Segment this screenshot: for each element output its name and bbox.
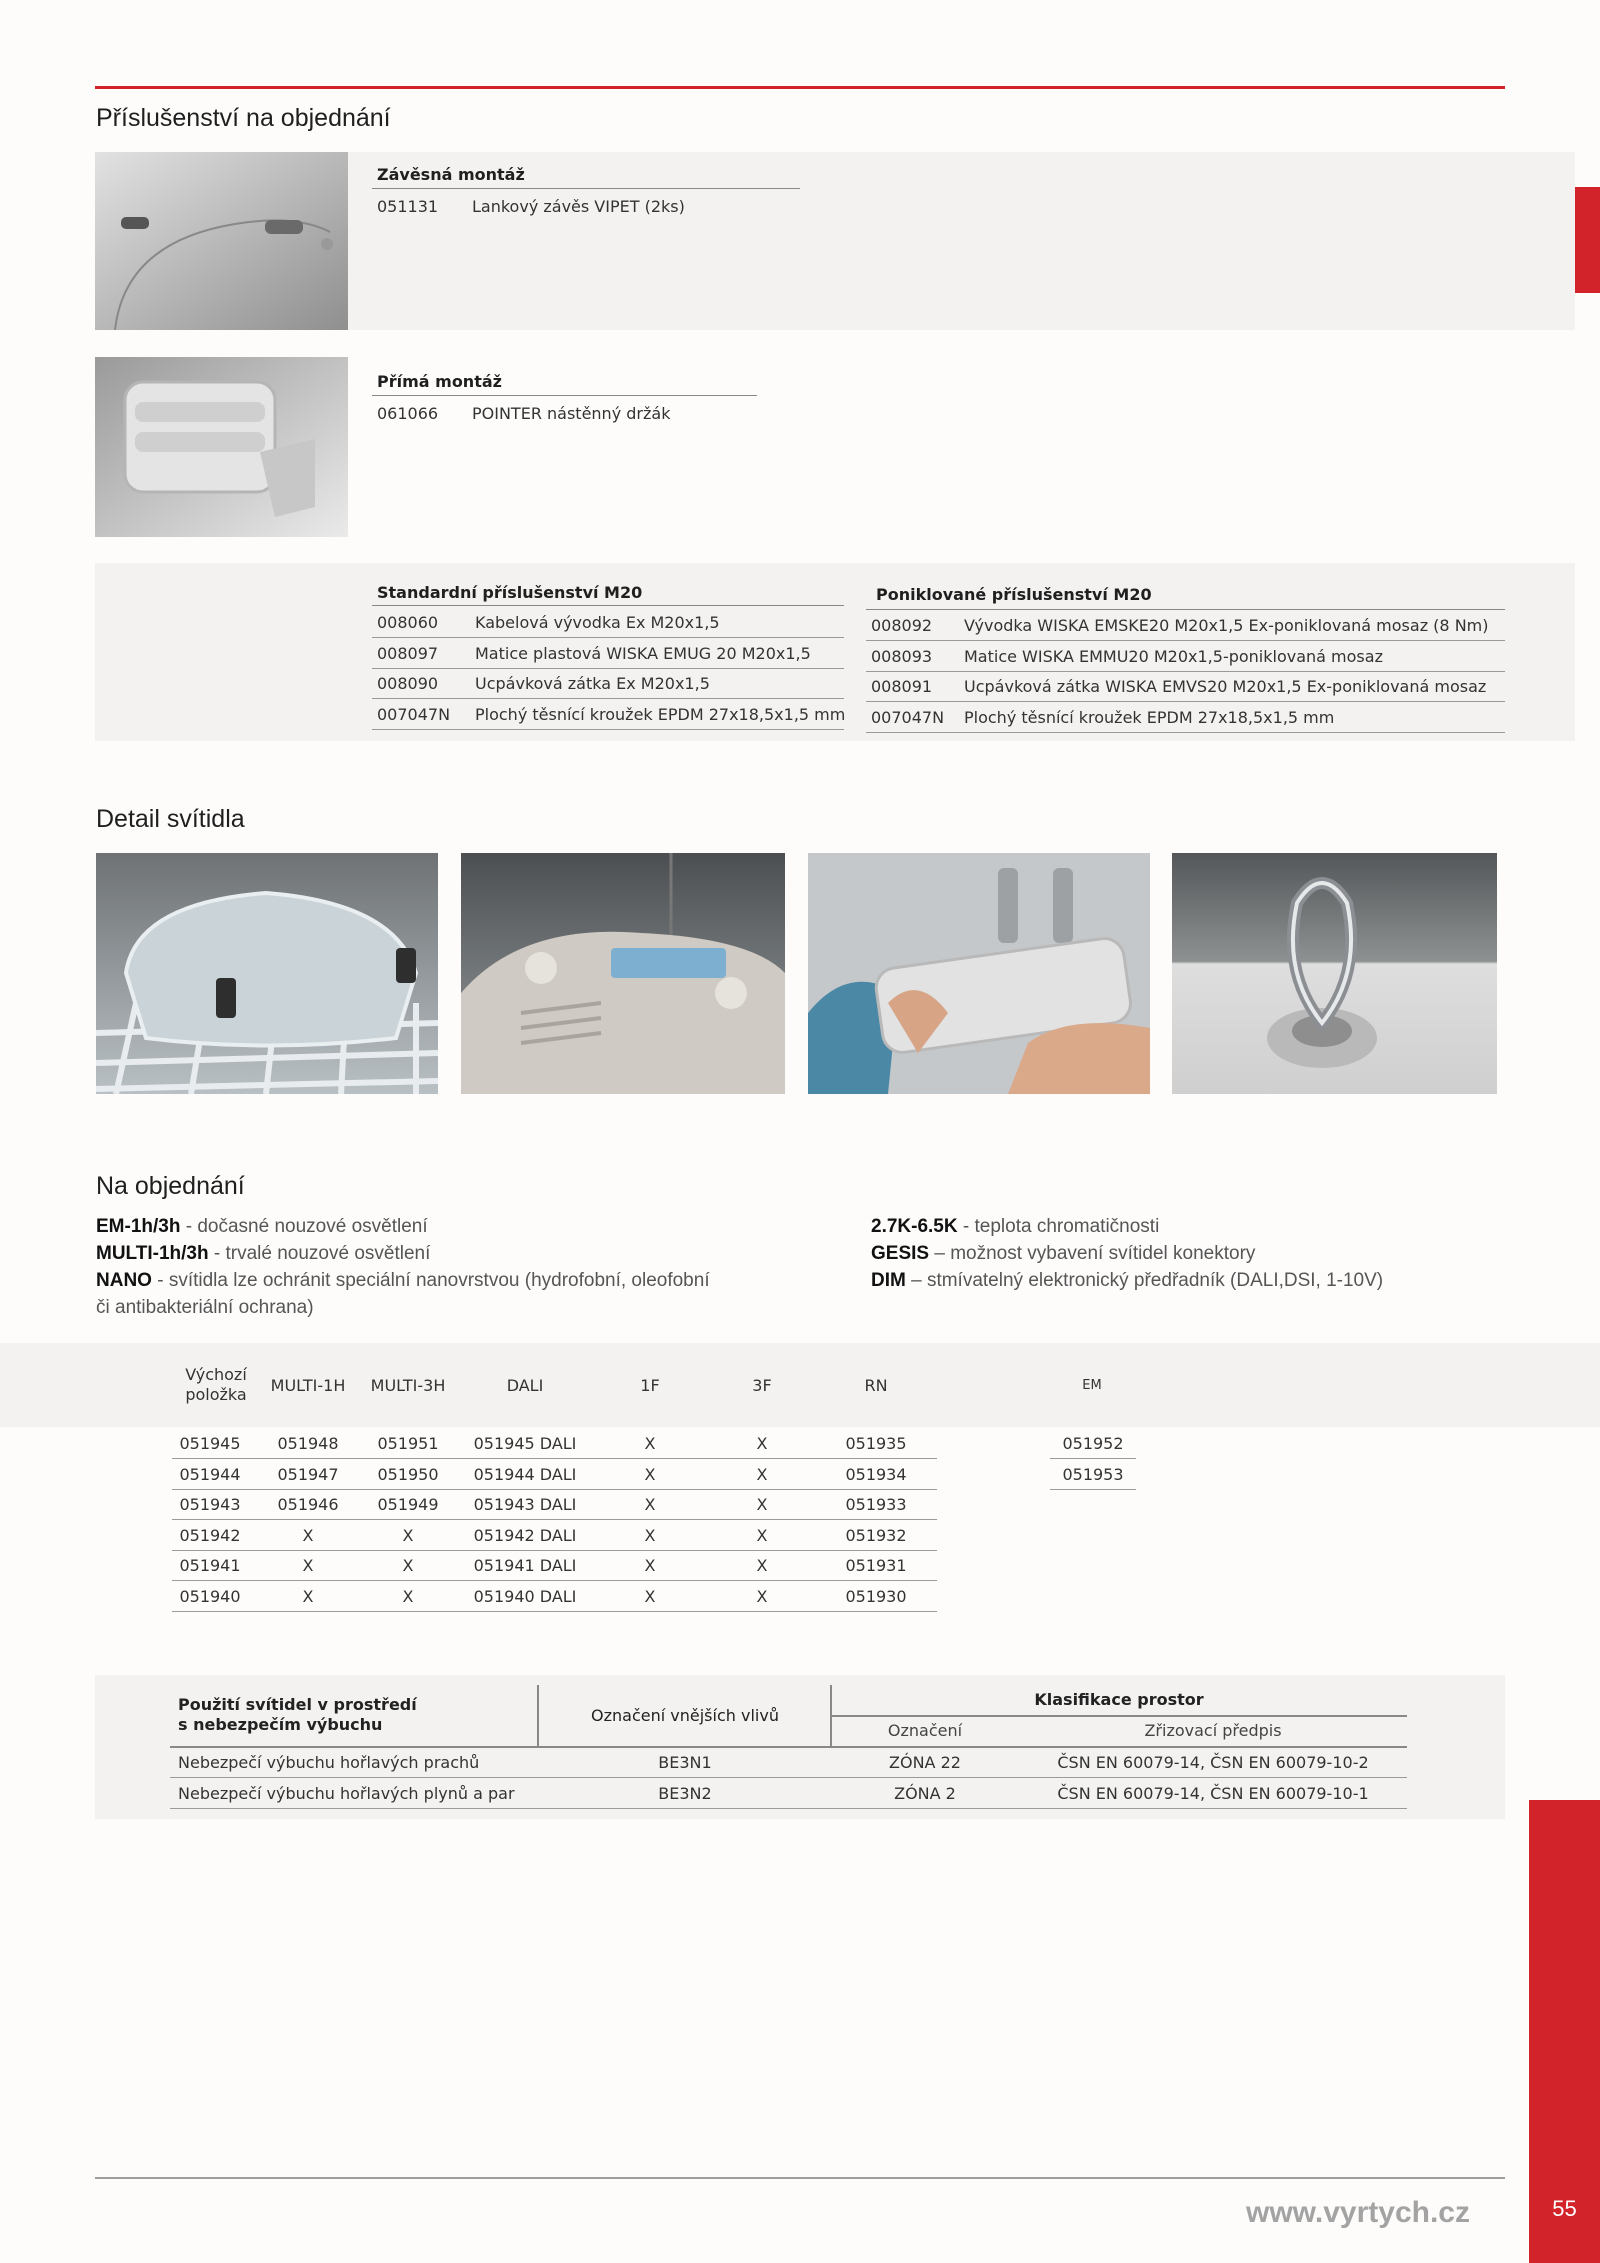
suspension-title: Závěsná montáž xyxy=(377,165,525,184)
section-title-order: Na objednání xyxy=(96,1172,245,1200)
order-cell: 051940 DALI xyxy=(473,1586,577,1606)
standard-name: Ucpávková zátka Ex M20x1,5 xyxy=(475,674,710,693)
detail-photo-3 xyxy=(808,853,1150,1094)
env-col1-title-line1: Použití svítidel v prostředí xyxy=(178,1695,417,1714)
nickel-name: Ucpávková zátka WISKA EMVS20 M20x1,5 Ex-poniklovaná mosaz xyxy=(964,677,1487,696)
nickel-code: 008091 xyxy=(871,677,933,696)
standard-code: 008090 xyxy=(377,674,439,693)
direct-rule xyxy=(372,395,757,396)
suspension-name: Lankový závěs VIPET (2ks) xyxy=(472,197,685,216)
header-dali: DALI xyxy=(506,1376,544,1395)
standard-name: Matice plastová WISKA EMUG 20 M20x1,5 xyxy=(475,643,811,663)
nickel-name: Plochý těsnící kroužek EPDM 27x18,5x1,5 mm xyxy=(964,707,1335,727)
env-cell: ZÓNA 22 xyxy=(889,1753,961,1772)
direct-title: Přímá montáž xyxy=(377,372,502,391)
options-right xyxy=(871,1213,1491,1294)
top-rule xyxy=(95,86,1505,89)
env-cell: ČSN EN 60079-14, ČSN EN 60079-10-2 xyxy=(1057,1753,1369,1772)
em-cell: 051953 xyxy=(1062,1464,1124,1484)
order-cell: 051947 xyxy=(277,1464,339,1484)
direct-name: POINTER nástěnný držák xyxy=(472,404,671,423)
order-cell: 051933 xyxy=(845,1495,907,1514)
suspension-photo xyxy=(95,152,348,330)
order-cell: X xyxy=(756,1556,768,1575)
header-3f: 3F xyxy=(752,1376,772,1395)
env-cell: ZÓNA 2 xyxy=(894,1783,956,1803)
option-multi: MULTI-1h/3h - trvalé nouzové osvětlení xyxy=(96,1243,431,1264)
nickel-name: Vývodka WISKA EMSKE20 M20x1,5 Ex-poniklovaná mosaz (8 Nm) xyxy=(964,616,1489,635)
nickel-code: 007047N xyxy=(871,707,945,727)
env-cell: BE3N1 xyxy=(658,1753,712,1772)
bottom-rule xyxy=(95,2177,1505,2179)
order-cell: 051942 xyxy=(179,1525,241,1545)
standard-name: Plochý těsnící kroužek EPDM 27x18,5x1,5 mm xyxy=(475,704,846,724)
detail-photo-2 xyxy=(461,853,785,1094)
order-cell: X xyxy=(644,1495,656,1514)
order-cell: 051931 xyxy=(845,1556,907,1575)
standard-code: 008097 xyxy=(377,643,439,663)
header-default-item: Výchozí položka xyxy=(185,1365,247,1404)
nickel-name: Matice WISKA EMMU20 M20x1,5-poniklovaná mosaz xyxy=(964,646,1383,666)
header-em: EM xyxy=(1082,1378,1102,1393)
detail-photo-1 xyxy=(96,853,438,1094)
detail-photo-4 xyxy=(1172,853,1497,1094)
order-cell: 051934 xyxy=(845,1464,907,1484)
side-tab-bottom xyxy=(1529,1800,1600,2263)
direct-code: 061066 xyxy=(377,404,439,423)
order-cell: X xyxy=(402,1525,414,1545)
env-sub-designation: Označení xyxy=(887,1721,963,1740)
nickel-title: Poniklované příslušenství M20 xyxy=(876,585,1152,604)
order-cell: X xyxy=(402,1556,414,1575)
header-multi-3h: MULTI-3H xyxy=(370,1376,446,1395)
env-group-title: Klasifikace prostor xyxy=(1034,1690,1204,1709)
order-cell: 051951 xyxy=(377,1434,439,1453)
order-cell: X xyxy=(756,1586,768,1606)
order-cell: X xyxy=(302,1586,314,1606)
order-cell: X xyxy=(644,1464,656,1484)
order-cell: 051945 xyxy=(179,1434,241,1453)
order-cell: 051948 xyxy=(277,1434,339,1453)
order-cell: X xyxy=(756,1434,768,1453)
order-cell: 051950 xyxy=(377,1464,439,1484)
em-cell: 051952 xyxy=(1062,1434,1124,1453)
order-cell: 051949 xyxy=(377,1495,439,1514)
option-dim: DIM – stmívatelný elektronický předřadník (DALI,DSI, 1-10V) xyxy=(871,1270,1384,1291)
standard-rule xyxy=(372,605,844,606)
option-nano: NANO - svítidla lze ochránit speciální nanovrstvou (hydrofobní, oleofobní či antibakteriální ochrana) xyxy=(96,1270,710,1318)
option-gesis: GESIS – možnost vybavení svítidel konektory xyxy=(871,1243,1256,1264)
order-cell: 051943 xyxy=(179,1495,241,1514)
header-rn: RN xyxy=(864,1376,888,1395)
nickel-code: 008092 xyxy=(871,616,933,635)
section-title-accessories: Příslušenství na objednání xyxy=(96,104,391,132)
env-col2-title: Označení vnějších vlivů xyxy=(591,1706,779,1725)
page-number: 55 xyxy=(1552,2196,1577,2221)
standard-name: Kabelová vývodka Ex M20x1,5 xyxy=(475,613,720,632)
header-multi-1h: MULTI-1H xyxy=(270,1376,346,1395)
website-link[interactable]: www.vyrtych.cz xyxy=(1246,2196,1470,2229)
order-cell: 051946 xyxy=(277,1495,339,1514)
order-cell: 051941 DALI xyxy=(473,1556,577,1575)
order-cell: X xyxy=(756,1464,768,1484)
order-cell: X xyxy=(644,1556,656,1575)
suspension-rule xyxy=(372,188,800,189)
standard-title: Standardní příslušenství M20 xyxy=(377,583,643,602)
order-cell: 051930 xyxy=(845,1586,907,1606)
direct-mount-photo xyxy=(95,357,348,537)
env-col1-title-line2: s nebezpečím výbuchu xyxy=(178,1715,383,1734)
env-col1-title xyxy=(178,1695,417,1735)
order-cell: 051935 xyxy=(845,1434,907,1453)
order-cell: X xyxy=(644,1434,656,1453)
order-cell: X xyxy=(756,1495,768,1514)
option-cct: 2.7K-6.5K - teplota chromatičnosti xyxy=(871,1216,1160,1237)
order-cell: 051944 DALI xyxy=(473,1464,577,1484)
order-cell: X xyxy=(302,1525,314,1545)
order-cell: X xyxy=(756,1525,768,1545)
env-group-rule xyxy=(832,1715,1407,1717)
order-cell: 051932 xyxy=(845,1525,907,1545)
standard-code: 007047N xyxy=(377,704,451,724)
nickel-code: 008093 xyxy=(871,646,933,666)
option-em: EM-1h/3h - dočasné nouzové osvětlení xyxy=(96,1216,428,1237)
order-cell: 051943 DALI xyxy=(473,1495,577,1514)
header-1f: 1F xyxy=(640,1376,660,1395)
env-cell: ČSN EN 60079-14, ČSN EN 60079-10-1 xyxy=(1057,1783,1369,1803)
order-cell: 051940 xyxy=(179,1586,241,1606)
order-cell: 051945 DALI xyxy=(473,1434,577,1453)
env-sub-regulation: Zřizovací předpis xyxy=(1144,1721,1282,1740)
env-divider-1 xyxy=(537,1685,539,1747)
order-cell: 051944 xyxy=(179,1464,241,1484)
order-cell: X xyxy=(402,1586,414,1606)
order-cell: X xyxy=(644,1525,656,1545)
env-cell: Nebezpečí výbuchu hořlavých prachů xyxy=(178,1753,480,1772)
section-title-detail: Detail svítidla xyxy=(96,805,245,833)
order-cell: 051942 DALI xyxy=(473,1525,577,1545)
standard-code: 008060 xyxy=(377,613,439,632)
options-left xyxy=(96,1213,716,1321)
env-cell: Nebezpečí výbuchu hořlavých plynů a par xyxy=(178,1783,515,1803)
env-cell: BE3N2 xyxy=(658,1783,712,1803)
order-cell: X xyxy=(644,1586,656,1606)
suspension-code: 051131 xyxy=(377,197,439,216)
order-cell: 051941 xyxy=(179,1556,241,1575)
order-cell: X xyxy=(302,1556,314,1575)
